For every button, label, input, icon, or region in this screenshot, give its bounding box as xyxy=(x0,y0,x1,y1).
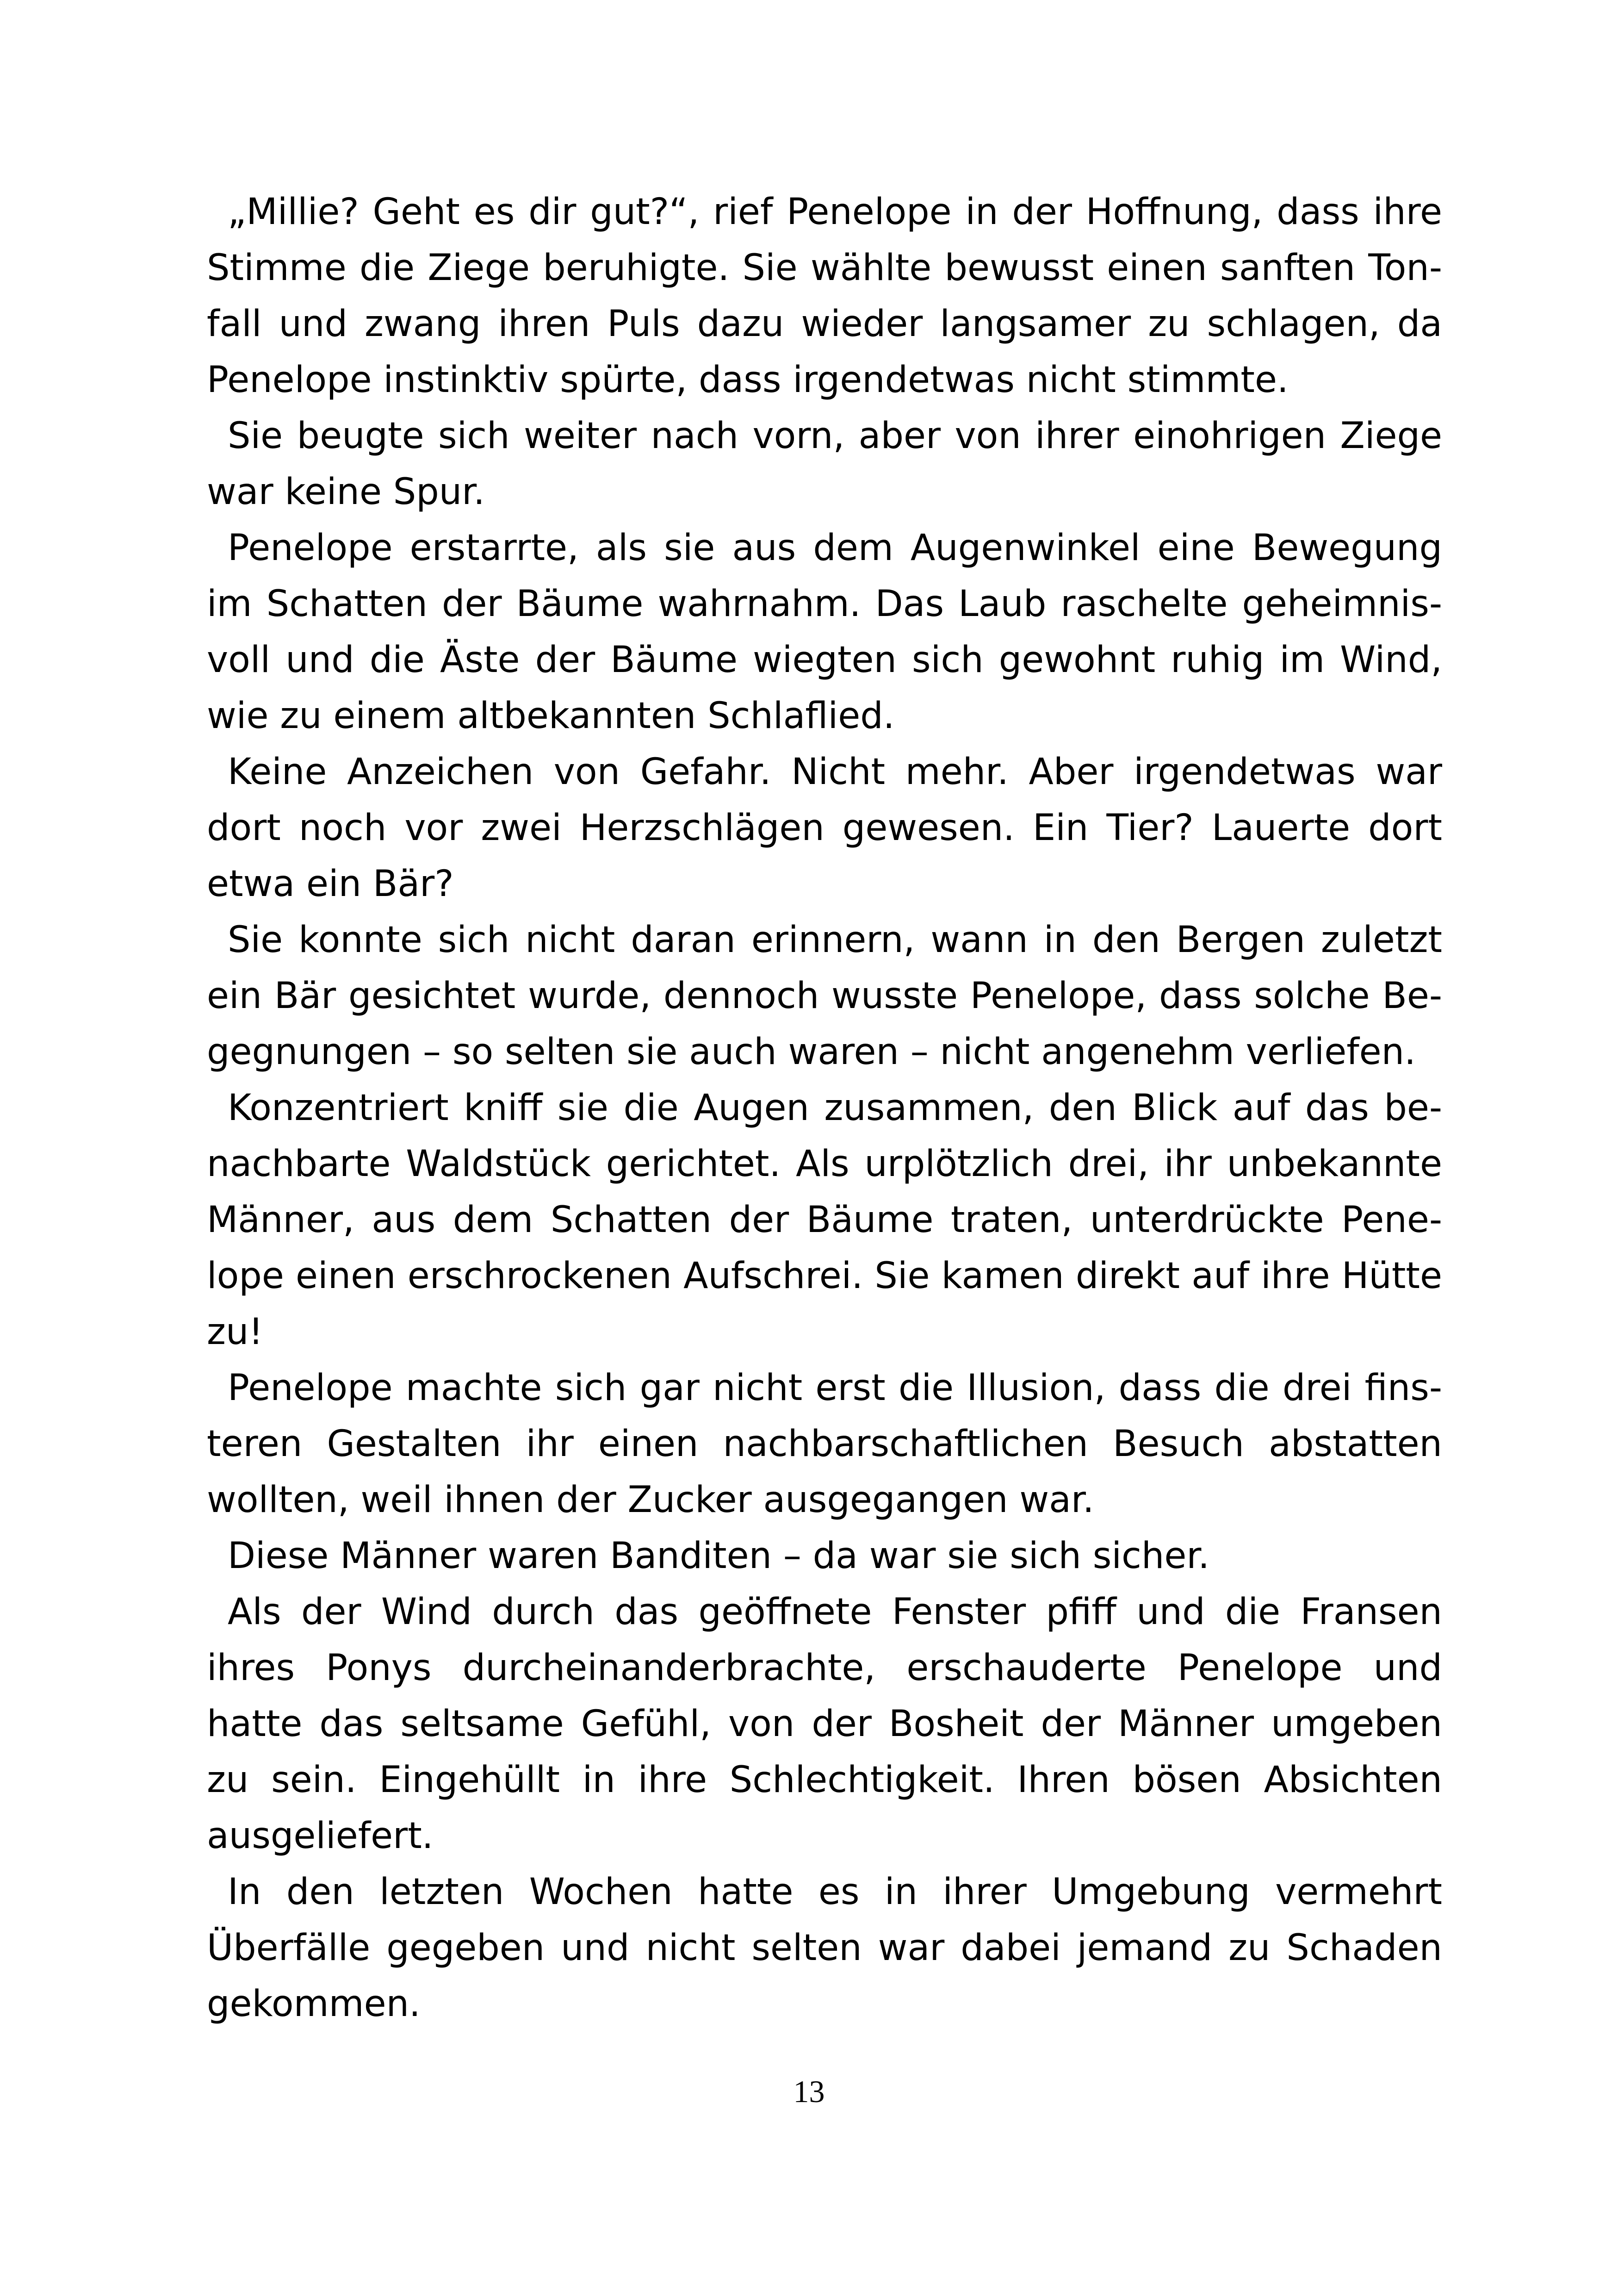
paragraph: Keine Anzeichen von Gefahr. Nicht mehr. Aber irgendetwas war dort noch vor zwei Herzschlägen gewesen. Ein Tier? Lauerte dort etwa ein Bär? xyxy=(207,751,1442,905)
paragraph: Konzentriert kniff sie die Augen zusammen, den Blick auf das benachbarte Waldstück gerichtet. Als urplötzlich drei, ihr unbekannte Männer, aus dem Schatten der Bäume traten, unterdrückte Penelope einen erschrockenen Aufschrei. Sie kamen direkt auf ihre Hütte zu! xyxy=(207,1087,1442,1353)
paragraph: Penelope machte sich gar nicht erst die Illusion, dass die drei finsteren Gestalten ihr einen nachbarschaftlichen Besuch abstatten wollten, weil ihnen der Zucker ausgegangen war. xyxy=(207,1367,1442,1521)
page-number: 13 xyxy=(793,2074,825,2109)
paragraph: Sie beugte sich weiter nach vorn, aber von ihrer einohrigen Ziege war keine Spur. xyxy=(207,415,1442,513)
paragraph: In den letzten Wochen hatte es in ihrer Umgebung vermehrt Überfälle gegeben und nicht selten war dabei jemand zu Schaden gekommen. xyxy=(207,1871,1442,2025)
body-text xyxy=(207,184,1442,2032)
paragraph: Diese Männer waren Banditen – da war sie sich sicher. xyxy=(228,1535,1210,1577)
paragraph: Sie konnte sich nicht daran erinnern, wann in den Bergen zuletzt ein Bär gesichtet wurde, dennoch wusste Penelope, dass solche Begegnungen – so selten sie auch waren – nicht angenehm verliefen. xyxy=(207,919,1442,1073)
paragraph: „Millie? Geht es dir gut?“, rief Penelope in der Hoffnung, dass ihre Stimme die Ziege beruhigte. Sie wählte bewusst einen sanften Tonfall und zwang ihren Puls dazu wieder langsamer zu schlagen, da Penelope instinktiv spürte, dass irgendetwas nicht stimmte. xyxy=(207,191,1442,401)
paragraph: Als der Wind durch das geöffnete Fenster pfiff und die Fransen ihres Ponys durcheinanderbrachte, erschauderte Penelope und hatte das seltsame Gefühl, von der Bosheit der Männer umgeben zu sein. Eingehüllt in ihre Schlechtigkeit. Ihren bösen Absichten ausgeliefert. xyxy=(207,1591,1442,1857)
paragraph: Penelope erstarrte, als sie aus dem Augenwinkel eine Bewegung im Schatten der Bäume wahrnahm. Das Laub raschelte geheimnisvoll und die Äste der Bäume wiegten sich gewohnt ruhig im Wind, wie zu einem altbekannten Schlaflied. xyxy=(207,527,1442,737)
